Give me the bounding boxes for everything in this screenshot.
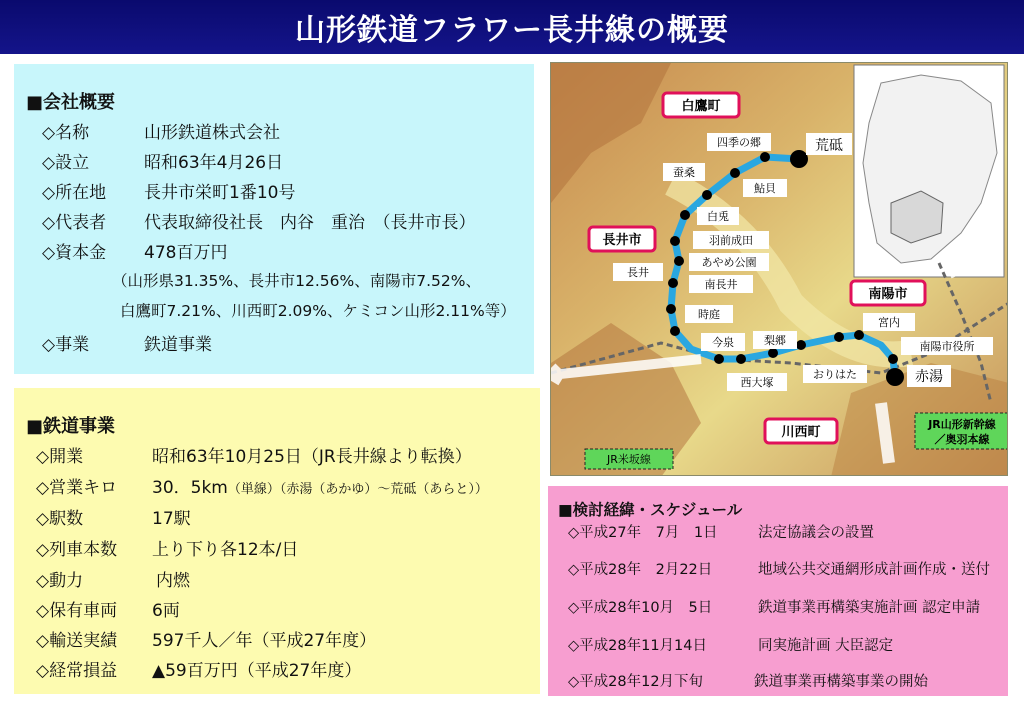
station-dot (760, 152, 770, 162)
station-dot (674, 256, 684, 266)
station-shikinosato: 四季の郷 (717, 136, 761, 149)
row-value: 昭和63年10月25日（JR長井線より転換） (152, 447, 472, 467)
row-label: ◇代表者 (42, 213, 107, 233)
station-dot (834, 332, 844, 342)
schedule-date: ◇平成27年 7月 1日 (568, 525, 718, 541)
town-kawanishi: 川西町 (781, 425, 821, 440)
row-label: ◇動力 (36, 571, 84, 591)
schedule-event: 鉄道事業再構築実施計画 認定申請 (758, 600, 981, 616)
length-value: 30．5km (152, 478, 228, 498)
capital-breakdown-line-2: 白鷹町7.21%、川西町2.09%、ケミコン山形2.11%等） (120, 302, 516, 320)
station-dot (736, 354, 746, 364)
schedule-event: 法定協議会の設置 (758, 525, 874, 541)
row-value: 代表取締役社長 内谷 重治 （長井市長） (144, 213, 476, 233)
station-minaminagai: 南長井 (704, 278, 738, 291)
station-ayamekoen: あやめ公園 (701, 256, 757, 269)
station-ayukai: 鮎貝 (754, 182, 776, 195)
station-akayu: 赤湯 (915, 369, 943, 385)
schedule-event: 同実施計画 大臣認定 (758, 638, 894, 654)
station-miyauchi: 宮内 (878, 316, 900, 329)
station-shirousagi: 白兎 (707, 210, 729, 223)
schedule-date: ◇平成28年10月 5日 (568, 600, 713, 616)
row-value: ▲59百万円（平成27年度） (152, 661, 362, 681)
row-value: 6両 (152, 601, 180, 621)
schedule-event: 地域公共交通網形成計画作成・送付 (758, 562, 990, 578)
station-dot (680, 210, 690, 220)
row-value: 上り下り各12本/日 (152, 540, 299, 560)
town-nanyo: 南陽市 (868, 287, 908, 302)
length-note: （単線）（赤湯（あかゆ）～荒砥（あらと）） (227, 482, 488, 497)
row-value: 597千人／年（平成27年度） (152, 631, 377, 651)
station-orihata: おりはた (813, 368, 857, 381)
station-dot-akayu (886, 368, 904, 386)
station-dot (796, 340, 806, 350)
schedule-heading: ■検討経緯・スケジュール (558, 501, 743, 519)
row-value: 17駅 (152, 509, 191, 529)
schedule-date: ◇平成28年11月14日 (568, 638, 708, 654)
capital-breakdown-line-1: （山形県31.35%、長井市12.56%、南陽市7.52%、 (112, 272, 481, 290)
row-value: 山形鉄道株式会社 (144, 123, 280, 143)
row-label: ◇設立 (42, 153, 90, 173)
schedule-date: ◇平成28年 2月22日 (568, 562, 713, 578)
schedule-date: ◇平成28年12月下旬 (568, 674, 704, 690)
station-dot (670, 236, 680, 246)
station-dot (714, 354, 724, 364)
station-arato: 荒砥 (815, 138, 843, 154)
station-dot (888, 354, 898, 364)
row-label: ◇営業キロ (36, 478, 118, 498)
town-nagai: 長井市 (602, 233, 642, 248)
station-nagai: 長井 (627, 266, 649, 279)
jr-shinkansen-label-1: JR山形新幹線 (928, 418, 996, 431)
railway-business-panel (14, 388, 540, 694)
route-map (550, 62, 1008, 476)
station-hanyunarita: 羽前成田 (709, 234, 753, 247)
station-nanyoshiyakusho: 南陽市役所 (919, 340, 975, 353)
station-dot (768, 348, 778, 358)
station-dot (666, 304, 676, 314)
station-dot (730, 168, 740, 178)
station-dot (670, 326, 680, 336)
company-heading: ■会社概要 (26, 92, 116, 113)
row-value (152, 473, 488, 498)
row-value: 478百万円 (144, 243, 228, 263)
arrow-to-fukushima (881, 403, 889, 463)
station-nashigo: 梨郷 (764, 334, 786, 347)
schedule-panel (548, 486, 1008, 696)
row-label: ◇保有車両 (36, 601, 118, 621)
station-dot-arato (790, 150, 808, 168)
row-value: 内燃 (156, 571, 190, 591)
row-label: ◇開業 (36, 447, 84, 467)
row-label: ◇輸送実績 (36, 631, 118, 651)
row-label: ◇所在地 (42, 183, 107, 203)
company-overview-panel (14, 64, 534, 374)
station-imaizumi: 今泉 (712, 336, 734, 349)
station-nishiotsuka: 西大塚 (740, 376, 774, 389)
row-label: ◇列車本数 (36, 540, 118, 560)
row-label: ◇経常損益 (36, 661, 118, 681)
town-shirataka: 白鷹町 (681, 99, 721, 114)
station-hachimori: 蚕桑 (673, 166, 695, 179)
station-dot (702, 190, 712, 200)
row-value: 長井市栄町1番10号 (144, 183, 296, 203)
jr-yonesaka-label: JR米坂線 (607, 453, 651, 466)
row-value: 鉄道事業 (144, 335, 212, 355)
schedule-event: 鉄道事業再構築事業の開始 (754, 674, 928, 690)
row-label: ◇名称 (42, 123, 90, 143)
page-title: 山形鉄道フラワー長井線の概要 (0, 0, 1024, 54)
station-dot (854, 330, 864, 340)
route-map-svg (551, 63, 1008, 476)
row-label: ◇資本金 (42, 243, 107, 263)
station-tokiniwa: 時庭 (698, 308, 720, 321)
station-dot (668, 278, 678, 288)
row-value: 昭和63年4月26日 (144, 153, 284, 173)
railway-heading: ■鉄道事業 (26, 416, 116, 437)
row-label: ◇駅数 (36, 509, 84, 529)
jr-shinkansen-label-2: ／奥羽本線 (934, 433, 990, 446)
row-label: ◇事業 (42, 335, 90, 355)
